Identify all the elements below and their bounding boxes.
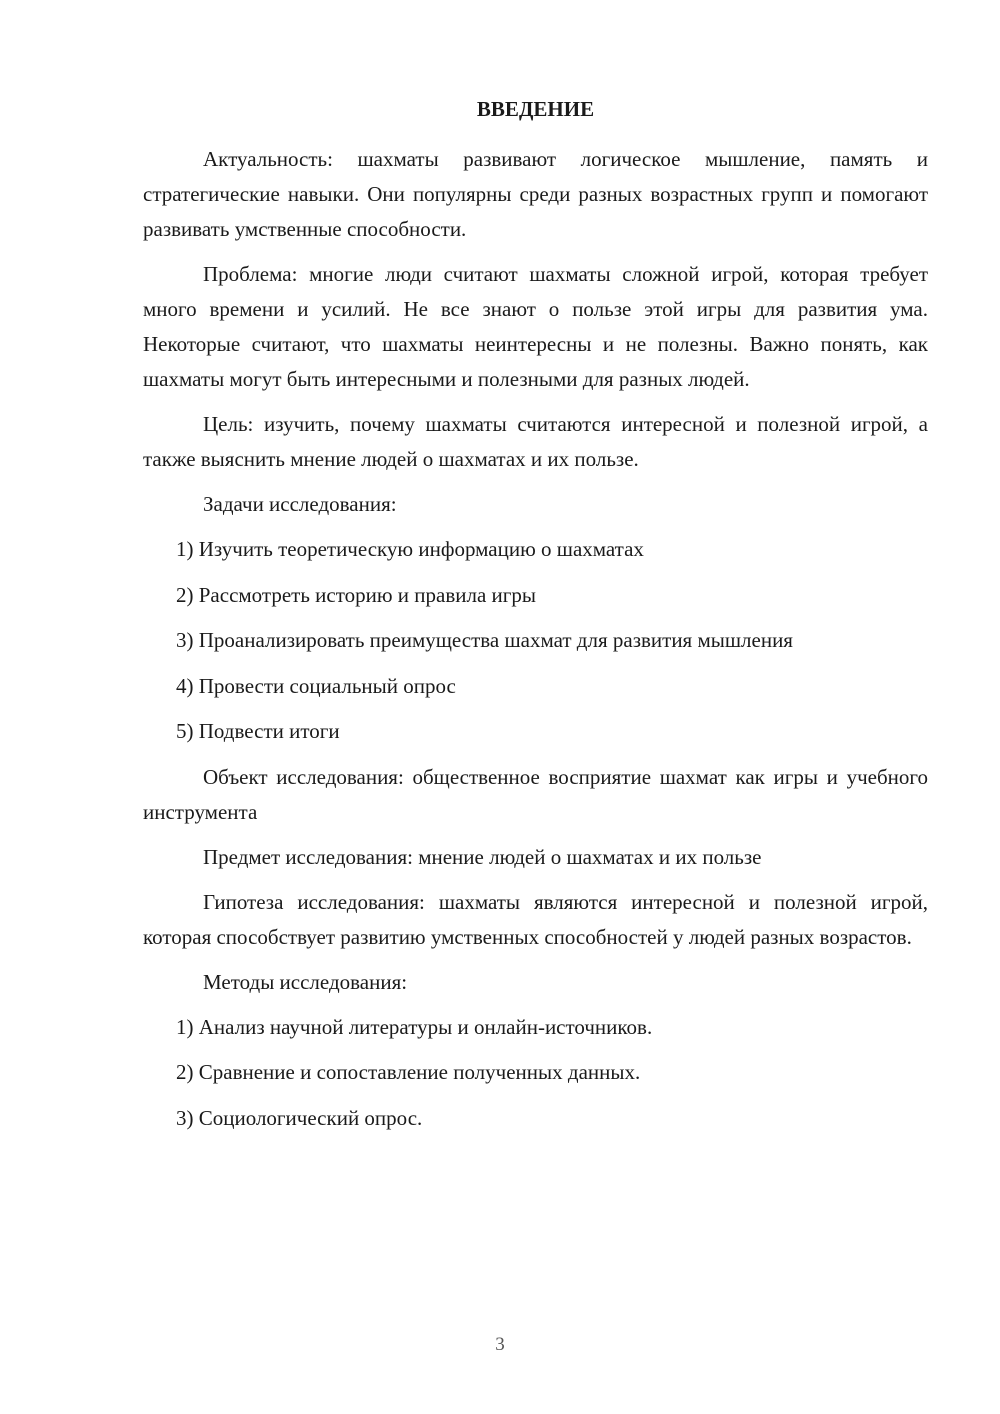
tasks-heading: Задачи исследования: bbox=[203, 492, 397, 516]
list-item: 2) Сравнение и сопоставление полученных данных. bbox=[176, 1060, 641, 1084]
problem-paragraph: Проблема: многие люди считают шахматы сложной игрой, которая требует много времени и усилий. Не все знают о пользе этой игры для развития ума. Некоторые считают, что шахматы неинтересны и не полезны. Важно понять, как шахматы могут быть интересными и полезными для разных людей. bbox=[143, 262, 928, 391]
methods-list bbox=[143, 1010, 928, 1136]
document-page bbox=[143, 94, 928, 1146]
methods-heading: Методы исследования: bbox=[203, 969, 408, 994]
list-item: 1) Изучить теоретическую информацию о шахматах bbox=[176, 537, 644, 561]
hypothesis-paragraph: Гипотеза исследования: шахматы являются интересной и полезной игрой, которая способствует развитию умственных способностей у людей разных возрастов. bbox=[143, 889, 928, 949]
tasks-list bbox=[143, 532, 928, 749]
list-item: 2) Рассмотреть историю и правила игры bbox=[176, 582, 537, 607]
page-number: 3 bbox=[495, 1334, 505, 1355]
list-item: 3) Проанализировать преимущества шахмат для развития мышления bbox=[176, 628, 793, 652]
object-paragraph: Объект исследования: общественное восприятие шахмат как игры и учебного инструмента bbox=[143, 764, 928, 824]
subject-paragraph: Предмет исследования: мнение людей о шахматах и их пользе bbox=[203, 844, 762, 869]
list-item: 4) Провести социальный опрос bbox=[176, 673, 456, 698]
section-title: ВВЕДЕНИЕ bbox=[476, 97, 595, 121]
relevance-paragraph: Актуальность: шахматы развивают логическое мышление, память и стратегические навыки. Они популярны среди разных возрастных групп и помогают развивать умственные способности. bbox=[143, 147, 928, 241]
list-item: 3) Социологический опрос. bbox=[176, 1105, 423, 1130]
goal-paragraph: Цель: изучить, почему шахматы считаются интересной и полезной игрой, а также выяснить мнение людей о шахматах и их пользе. bbox=[143, 412, 928, 471]
list-item: 5) Подвести итоги bbox=[176, 719, 340, 743]
list-item: 1) Анализ научной литературы и онлайн-источников. bbox=[176, 1014, 653, 1039]
